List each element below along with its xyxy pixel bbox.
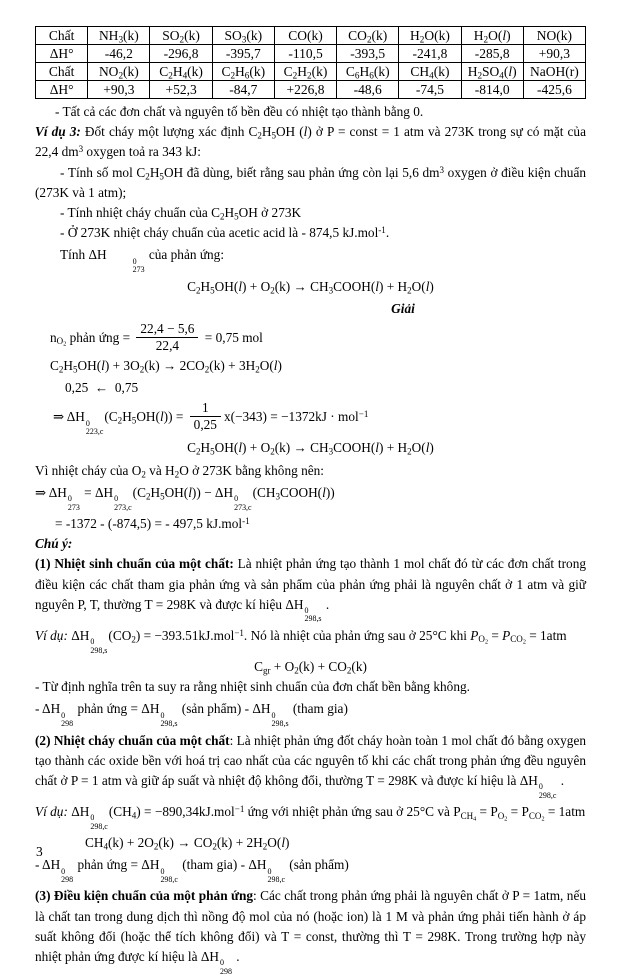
row-label-cell: Chất: [36, 63, 88, 81]
delta-h-273-expression: ⇒ ΔH 0 273 = ΔH 0 273,c (C2H5OH(l)) − ΔH 0 273,c (CH3COOH(l)): [35, 484, 335, 512]
reaction-ethanol-to-acetic-2: C2H5OH(l) + O2(k) → CH3COOH(l) + H2O(l): [187, 440, 434, 457]
compute-delta-h-prompt: Tính ΔH 0 273 của phản ứng:: [60, 247, 225, 275]
value-cell: -296,8: [150, 45, 212, 63]
table-row: [36, 27, 586, 45]
value-cell: C6H6(k): [337, 63, 399, 81]
note-1-standard-heat-formation: (1) Nhiệt sinh chuẩn của một chất: Là nhiệt phản ứng tạo thành 1 mol chất đó từ các đơn chất trong điều kiện các chất tham gia phản ứng và sản phẩm của phản ứng phải là nguyên chất ở 1 atm và giữ nguyên P, T, thường T = 298K và được kí hiệu ΔH 0 298,s .: [35, 556, 586, 624]
document-body: [35, 102, 586, 976]
value-cell: +226,8: [274, 81, 336, 99]
example-co2-formation: Ví dụ: ΔH 0 298,s (CO2) = −393.51kJ.mol$^{-1}$. Nó là nhiệt của phản ứng sau ở 25°C khi PO2 = PCO2 = 1atm: [35, 627, 567, 655]
delta-h-298-formation-rule: - ΔH 0 298 phản ứng = ΔH 0 298,s (sản phẩm) - ΔH 0 298,s (tham gia): [35, 701, 348, 729]
enthalpy-table: [35, 26, 586, 99]
delta-h-298-combustion-rule: - ΔH 0 298 phản ứng = ΔH 0 298,c (tham gia) - ΔH 0 298,c (sản phẩm): [35, 857, 349, 885]
delta-h-273-result: = -1372 - (-874,5) = - 497,5 kJ.mol$^{-1}$: [55, 515, 250, 531]
value-cell: H2O(l): [461, 27, 523, 45]
value-cell: CO2(k): [337, 27, 399, 45]
table-row: [36, 63, 586, 81]
note-zero-heat: Vì nhiệt cháy của O2 và H2O ở 273K bằng không nên:: [35, 462, 324, 480]
value-cell: C2H4(k): [150, 63, 212, 81]
note-acetic-acid-heat: - Ở 273K nhiệt cháy chuẩn của acetic acid là - 874,5 kJ.mol$^{-1}$.: [60, 225, 390, 241]
note-simple-substance-zero: - Từ định nghĩa trên ta suy ra rằng nhiệt sinh chuẩn của đơn chất bền bằng không.: [35, 679, 470, 695]
value-cell: -84,7: [212, 81, 274, 99]
value-cell: NO(k): [523, 27, 585, 45]
value-cell: -425,6: [523, 81, 585, 99]
task-standard-heat: - Tính nhiệt cháy chuẩn của C2H5OH ở 273K: [60, 205, 302, 222]
value-cell: -285,8: [461, 45, 523, 63]
value-cell: -814,0: [461, 81, 523, 99]
note-2-standard-heat-combustion: (2) Nhiệt cháy chuẩn của một chất: Là nhiệt phản ứng đốt cháy hoàn toàn 1 mol chất đó bằng oxygen tạo thành các oxide bền với hoá trị cao nhất của các nguyên tố khi các chất trong phản ứng đều nguyên chất ở P = 1 atm và giữ áp suất và nhiệt độ không đổi, thường T = 298K và được kí hiệu là ΔH 0 298,c .: [35, 732, 587, 800]
reaction-ethanol-to-acetic: C2H5OH(l) + O2(k) → CH3COOH(l) + H2O(l): [187, 278, 434, 296]
value-cell: -110,5: [274, 45, 336, 63]
value-cell: -393,5: [337, 45, 399, 63]
value-cell: SO3(k): [212, 27, 274, 45]
value-cell: -48,6: [337, 81, 399, 99]
value-cell: -46,2: [88, 45, 150, 63]
value-cell: NaOH(r): [523, 63, 585, 81]
combustion-equation: C2H5OH(l) + 3O2(k) → 2CO2(k) + 3H2O(l): [50, 357, 282, 375]
value-cell: NH3(k): [88, 27, 150, 45]
methane-combustion-equation: CH4(k) + 2O2(k) → CO2(k) + 2H2O(l): [85, 835, 290, 852]
value-cell: C2H2(k): [274, 63, 336, 81]
row-label-cell: ΔH°: [36, 81, 88, 99]
table-row: [36, 81, 586, 99]
value-cell: H2O(k): [399, 27, 461, 45]
row-label-cell: ΔH°: [36, 45, 88, 63]
value-cell: CO(k): [274, 27, 336, 45]
note-all-elements-zero: - Tất cả các đơn chất và nguyên tố bền đều có nhiệt tạo thành bằng 0.: [55, 104, 424, 119]
note-3-standard-conditions: (3) Điều kiện chuẩn của một phản ứng: Các chất trong phản ứng phải là nguyên chất ở P = 1atm, nếu là chất tan trong dung dịch thì nồng độ mol của nó (hoặc ion) là 1 M và phản ứng phải tiến hành ở áp suất không đổi (hoặc thể tích không đổi) và T = const, thường thì T = 298K. Trong trường hợp này nhiệt phản ứng được kí hiệu là ΔH 0 298 .: [35, 888, 586, 976]
delta-h-combustion-calc: ⇒ ΔH 0 223,c (C2H5OH(l)) = $\frac{1}{0,25}$ x(−343) = −1372kJ · mol$^{-1}$: [53, 400, 369, 436]
task-mole-count: - Tính số mol C2H5OH đã dùng, biết rằng sau phản ứng còn lại 5,6 $dm^3$ oxygen ở điều kiện chuẩn (273K và 1 atm);: [35, 164, 586, 200]
mole-oxygen-fraction: nO2 phản ứng = $\frac{22,4 - 5,6}{22,4}$ = 0,75 mol: [50, 320, 263, 353]
value-cell: CH4(k): [399, 63, 461, 81]
value-cell: -74,5: [399, 81, 461, 99]
mole-ratio-line: 0,25 ← 0,75: [65, 380, 139, 396]
value-cell: SO2(k): [150, 27, 212, 45]
example-ch4-combustion: Ví dụ: ΔH 0 298,c (CH4) = −890,34kJ.mol$^{-1}$ ứng với nhiệt phản ứng sau ở 25°C và PCH4 = PO2 = PCO2 = 1atm: [35, 804, 586, 831]
value-cell: +90,3: [523, 45, 585, 63]
page-number: 3: [36, 844, 43, 859]
value-cell: -395,7: [212, 45, 274, 63]
notes-heading: Chú ý:: [35, 536, 73, 552]
value-cell: NO2(k): [88, 63, 150, 81]
value-cell: C2H6(k): [212, 63, 274, 81]
solution-heading: Giải: [391, 300, 415, 316]
table-row: [36, 45, 586, 63]
example-3-intro: Ví dụ 3: Đốt cháy một lượng xác định C2H5OH (l) ở P = const = 1 atm và 273K trong sự có mặt của 22,4 $dm^3$ oxygen toả ra 343 kJ:: [35, 124, 586, 160]
value-cell: H2SO4(l): [461, 63, 523, 81]
row-label-cell: Chất: [36, 27, 88, 45]
value-cell: -241,8: [399, 45, 461, 63]
value-cell: +52,3: [150, 81, 212, 99]
carbon-oxygen-equation: Cgr + O2(k) + CO2(k): [254, 658, 367, 676]
value-cell: +90,3: [88, 81, 150, 99]
